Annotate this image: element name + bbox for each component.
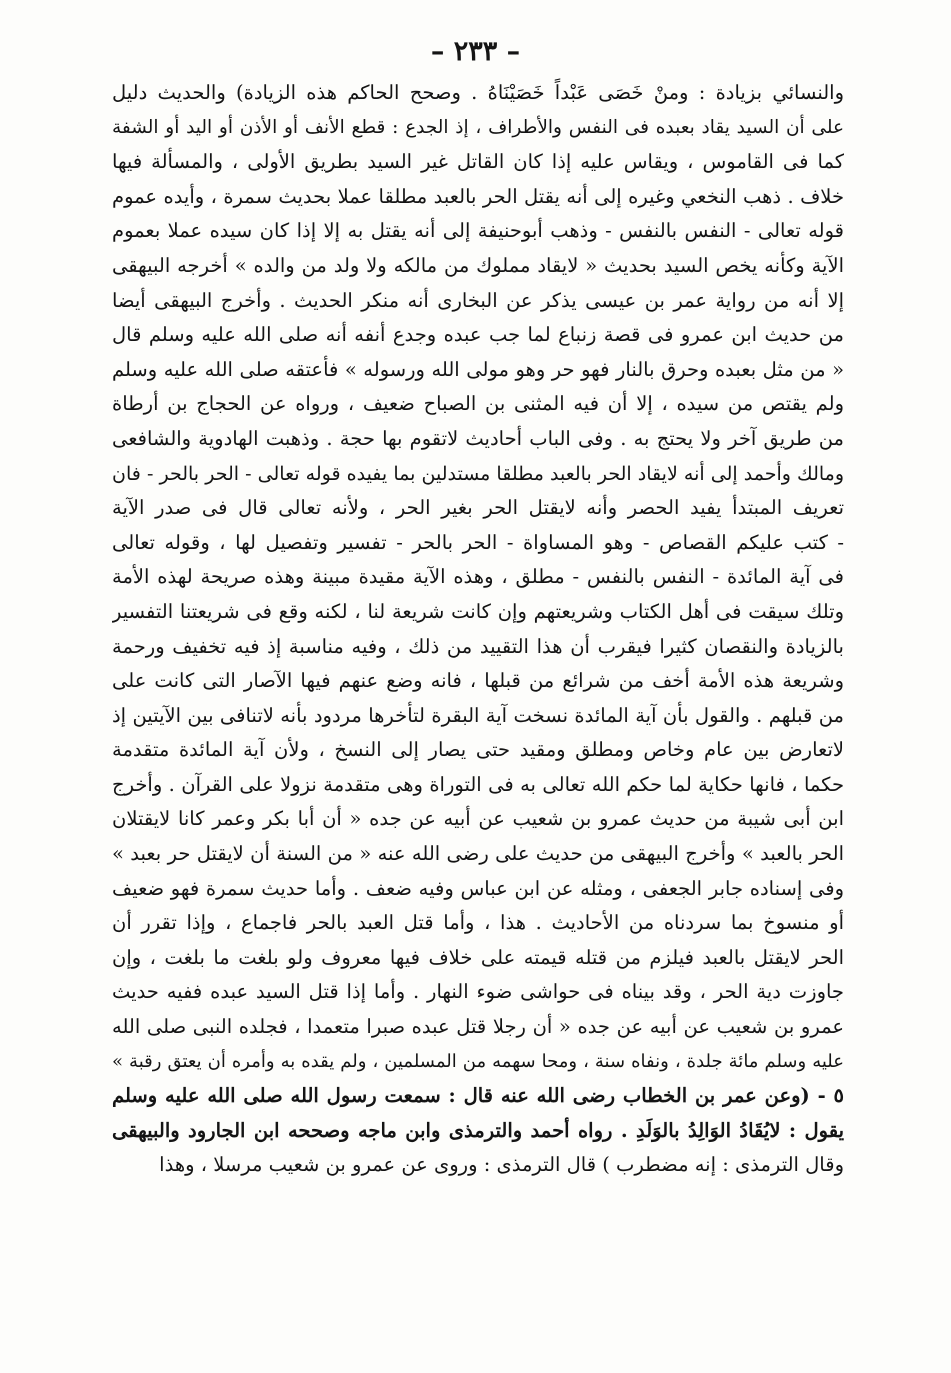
text-line: الآية وكأنه يخص السيد بحديث « لايقاد مملوك من مالكه ولا ولد من والده » أخرجه البيهقى [112, 253, 844, 277]
text-line: - كتب عليكم القصاص - وهو المساواة - الحر بالحر - تفسير وتفصيل لها ، وقوله تعالى [112, 530, 844, 554]
text-line: إلا أنه من رواية عمر بن عيسى يذكر عن البخارى أنه منكر الحديث . وأخرج البيهقى أيضا [112, 288, 844, 312]
text-line: تعريف المبتدأ يفيد الحصر وأنه لايقتل الحر بغير الحر ، ولأنه تعالى قال فى صدر الآية [112, 496, 844, 520]
text-line: عليه وسلم مائة جلدة ، ونفاه سنة ، ومحا سهمه من المسلمين ، ولم يقده به وأمره أن يعتق رقبة » [112, 1050, 844, 1072]
text-line: حكما ، فانها حكاية لما حكم الله تعالى به فى التوراة وهى متقدمة نزولا على القرآن . وأخرج [112, 772, 844, 796]
text-line: كما فى القاموس ، ويقاس عليه إذا كان القاتل غير السيد بطريق الأولى ، والمسألة فيها [112, 150, 844, 174]
text-line: ومالك وأحمد إلى أنه لايقاد الحر بالعبد مطلقا مستدلين بما يفيده قوله تعالى - الحر بالحر - فان [112, 462, 844, 485]
text-line: لاتعارض بين عام وخاص ومطلق ومقيد حتى يصار إلى النسخ ، ولأن آية المائدة متقدمة [112, 738, 844, 762]
text-line: من قبلهم . والقول بأن آية المائدة نسخت آية البقرة لتأخرها مردود بأنه لاتنافى بين الآيتين إذ [112, 703, 844, 727]
text-line: « من مثل بعبده وحرق بالنار فهو حر وهو مولى الله ورسوله » فأعتقه صلى الله عليه وسلم [112, 357, 844, 381]
page-number: – ٢٣٣ – [430, 36, 521, 67]
text-line: عمرو بن شعيب عن أبيه عن جده « أن رجلا قتل عبده صبرا متعمدا ، فجلده النبى صلى الله [112, 1015, 844, 1039]
text-line: ابن أبى شيبة من حديث عمرو بن شعيب عن أبيه عن جده « أن أبا بكر وعمر كانا لايقتلان [112, 807, 844, 831]
text-line: وشريعة هذه الأمة أخف من شرائع من قبلها ، فانه وضع عنهم فيها الآصار التى كانت على [112, 669, 844, 693]
text-line: الحر لايقتل بالعبد فيلزم من قتله قيمته على خلاف فيها معروف ولو بلغت ما بلغت ، وإن [112, 945, 844, 969]
text-line: الحر بالعبد » وأخرج البيهقى من حديث على رضى الله عنه « من السنة أن لايقتل حر بعبد » [112, 842, 844, 866]
text-line: ولم يقتص من سيده ، إلا أن فيه المثنى بن الصباح ضعيف ، ورواه عن الحجاج بن أرطاة [112, 392, 844, 416]
text-line: فى آية المائدة - النفس بالنفس - مطلق ، وهذه الآية مقيدة مبينة وهذه صريحة لهذه الأمة [112, 565, 844, 589]
hadith-line: يقول : لايُقَادُ الوَالِدُ بالوَلَدِ . رواه أحمد والترمذى وابن ماجه وصححه ابن الجارود والبيهقى [112, 1118, 844, 1142]
text-line: وفى إسناده جابر الجعفى ، ومثله عن ابن عباس وفيه ضعف . وأما حديث سمرة فهو ضعيف [112, 876, 844, 900]
text-line: وقال الترمذى : إنه مضطرب ) قال الترمذى : وروى عن عمرو بن شعيب مرسلا ، وهذا [159, 1153, 844, 1177]
text-line: على أن السيد يقاد بعبده فى النفس والأطراف ، إذ الجدع : قطع الأنف أو الأذن أو اليد أو الشفة [112, 116, 844, 138]
text-line: قوله تعالى - النفس بالنفس - وذهب أبوحنيفة إلى أنه يقتل به إلا إذا كان سيده عملا بعموم [112, 219, 844, 243]
text-line: والنسائي بزيادة : ومنْ خَصَى عَبْداً خَصَيْنَاهُ . وصحح الحاكم هذه الزيادة) والحديث دليل [112, 81, 844, 104]
text-line: جاوزت دية الحر ، وقد بيناه فى حواشى ضوء النهار . وأما إذا قتل السيد عبده ففيه حديث [112, 980, 844, 1004]
hadith-line: ٥ - (وعن عمر بن الخطاب رضى الله عنه قال : سمعت رسول الله صلى الله عليه وسلم [112, 1084, 844, 1108]
text-line: من طريق آخر ولا يحتج به . وفى الباب أحاديث لاتقوم بها حجة . وذهبت الهادوية والشافعى [112, 426, 844, 450]
text-line: خلاف . ذهب النخعي وغيره إلى أنه يقتل الحر بالعبد مطلقا عملا بحديث سمرة ، وأيده عموم [112, 184, 844, 208]
body-text [112, 76, 844, 1183]
text-line: أو منسوخ بما سردناه من الأحاديث . هذا ، وأما قتل العبد بالحر فاجماع ، وإذا تقرر أن [112, 911, 844, 935]
text-line: بالزيادة والنقصان كثيرا فيقرب أن هذا التقييد من ذلك ، وفيه مناسبة إذ فيه تخفيف ورحمة [112, 634, 844, 658]
text-line: وتلك سيقت فى أهل الكتاب وشريعتهم وإن كانت شريعة لنا ، لكنه وقع فى شريعتنا التفسير [112, 599, 844, 623]
text-line: من حديث ابن عمرو فى قصة زنباع لما جب عبده وجدع أنفه أنه صلى الله عليه وسلم قال [112, 323, 844, 347]
